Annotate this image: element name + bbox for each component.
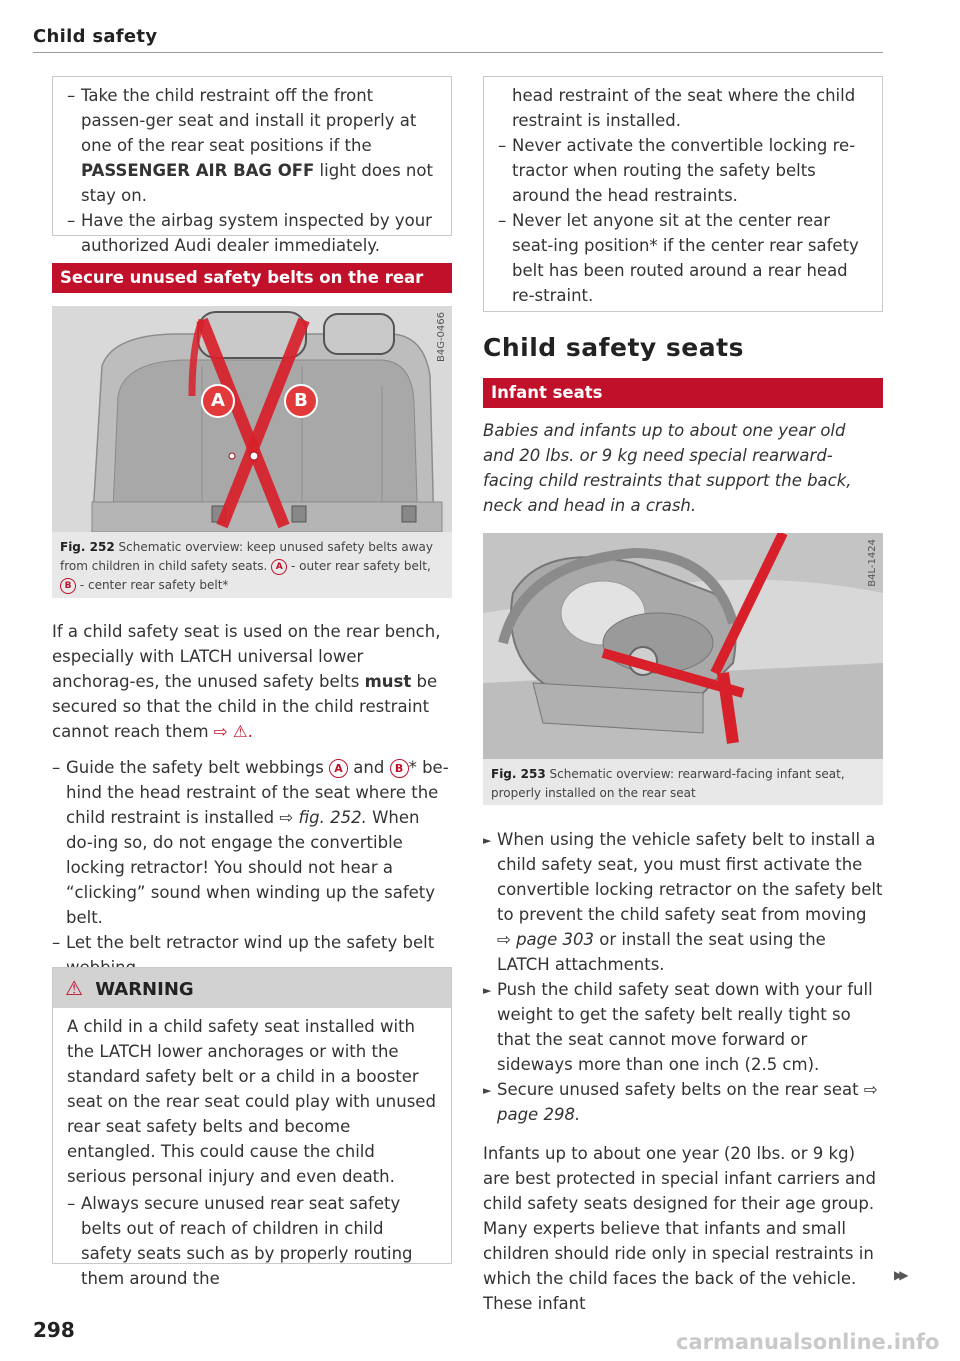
warning-box [52, 967, 452, 1288]
step-item: ► Push the child safety seat down with your full weight to get the safety belt really tight so that the seat cannot move forward or sideways more than one inch (2.5 cm). [483, 977, 883, 1077]
subsection-heading: Infant seats [483, 378, 883, 408]
warning-triangle-icon: ⚠ [65, 976, 83, 1000]
label-b-icon: B [284, 384, 318, 418]
bullet-item: – Never let anyone sit at the center rear seat-ing position* if the center rear safety belt has been routed around a rear head re-straint. [498, 208, 868, 308]
figure-252 [52, 306, 452, 532]
bullet-item: – Take the child restraint off the front passen-ger seat and install it properly at one of the rear seat positions if the PASSENGER AIR BAG OFF light does not stay on. [67, 83, 437, 208]
rear-seat-illustration [52, 306, 452, 532]
continued-warning-box [483, 76, 883, 312]
step-item: ► Secure unused safety belts on the rear seat ⇨ page 298. [483, 1077, 883, 1127]
section-title: Child safety seats [483, 333, 744, 362]
bullet-item: – Let the belt retractor wind up the safety belt [52, 930, 450, 980]
body-paragraph: If a child safety seat is used on the rear bench, especially with LATCH universal lower anchorag-es, the unused safety belts must be secured so that the child in the child restraint cannot reach them ⇨ ⚠. [52, 622, 441, 741]
figure-id: B4L-1424 [867, 539, 878, 587]
bullet-item: – Always secure unused rear seat safety belts out of reach of children in child safety seats such as by properly routing them around the [67, 1191, 437, 1291]
warning-text: A child in a child safety seat installed with the LATCH lower anchorages or with the standard safety belt or a child in a booster seat on the rear seat could play with unused rear seat safety belts and become entangled. This could cause the child serious personal injury and even death. [67, 1017, 436, 1186]
body-paragraph: Infants up to about one year (20 lbs. or 9 kg) are best protected in special infant carriers and child safety seats designed for their age group. Many experts believe that infants and small children should ride only in special restraints in which the child faces the back of the vehicle. These infant [483, 1144, 876, 1313]
bullet-item: – Have the airbag system inspected by your authorized Audi dealer immediately. [67, 208, 437, 258]
figure-caption: Fig. 253 Schematic overview: rearward-facing infant seat, properly installed on the rear seat [483, 759, 883, 805]
page-number: 298 [33, 1318, 75, 1342]
intro-paragraph: Babies and infants up to about one year old and 20 lbs. or 9 kg need special rearward-facing child restraints that support the back, neck and head in a crash. [483, 421, 852, 515]
bullet-item: – Guide the safety belt webbings A and B * be-hind the head restraint of the seat where the child restraint is installed ⇨ fig. 252. When do-ing so, do not engage the convertible locking retractor! You should not hear a “clicking” sound when winding up the safety belt. [52, 755, 450, 930]
section-heading: Secure unused safety belts on the rear [52, 263, 452, 293]
warning-continuation: head restraint of the seat where the child restraint is installed. [512, 86, 856, 130]
header-divider [33, 52, 883, 53]
instruction-list [52, 755, 450, 980]
figure-253 [483, 533, 883, 759]
instruction-list [483, 827, 883, 1127]
infant-seat-illustration [483, 533, 883, 759]
figure-caption: Fig. 252 Schematic overview: keep unused safety belts away from children in child safety seats. A - outer rear safety belt, B - center rear safety belt* [52, 532, 452, 598]
figure-id: B4G-0466 [436, 312, 447, 363]
continued-warning-box [52, 76, 452, 255]
bullet-item: – Never activate the convertible locking re-tractor when routing the safety belts around the head restraints. [498, 133, 868, 208]
label-a-icon: A [201, 384, 235, 418]
step-item: ► When using the vehicle safety belt to install a child safety seat, you must first activate the convertible locking retractor on the safety belt to prevent the child safety seat from moving ⇨ page 303 or install the seat using the LATCH attachments. [483, 827, 883, 977]
continue-marker-icon: ▶▶ [894, 1268, 905, 1282]
chapter-title: Child safety [33, 26, 158, 47]
warning-header: ⚠ WARNING [53, 968, 451, 1008]
watermark: carmanualsonline.info [676, 1330, 940, 1354]
